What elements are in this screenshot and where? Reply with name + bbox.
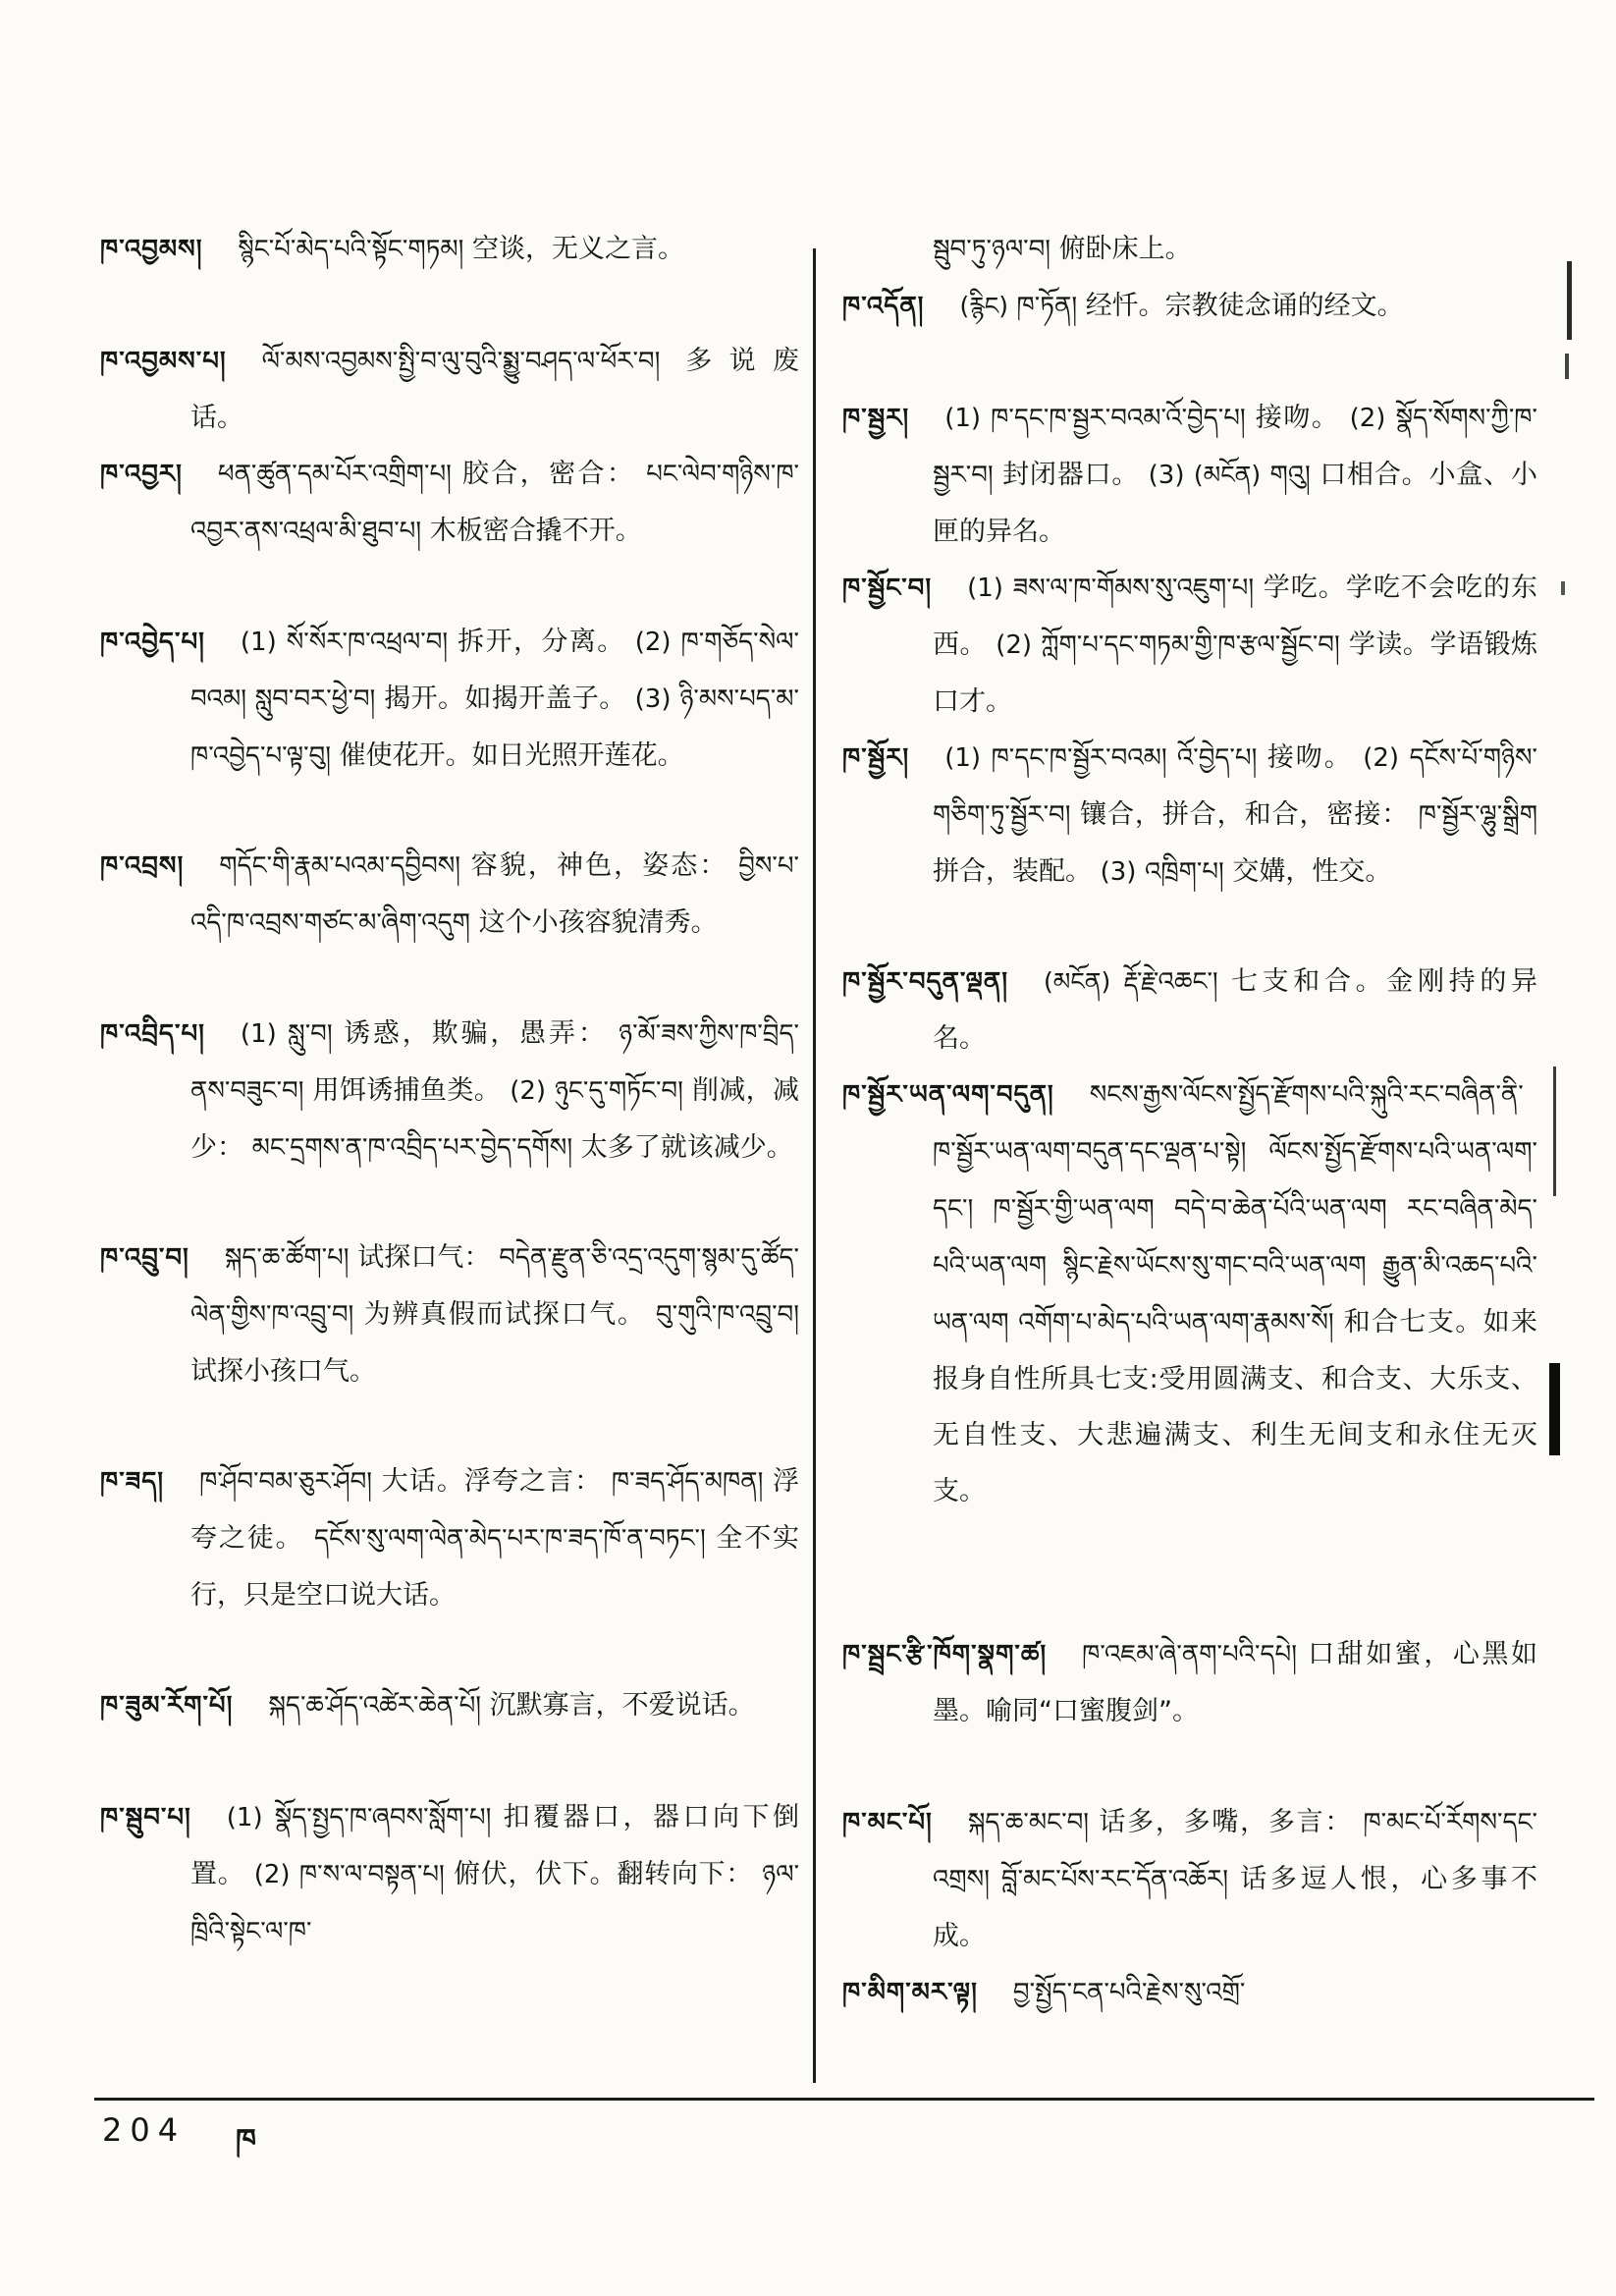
definition-chinese: 俯卧床上。 bbox=[1058, 234, 1192, 264]
entry-headword: ཁ་མིག་མར་ལྟ། bbox=[842, 1978, 978, 2007]
entry-headword: ཁ་འབྱམས། bbox=[100, 235, 203, 264]
definition-tibetan: སྐད་ཆ་མང་བ། bbox=[967, 1808, 1090, 1837]
definition-chinese: 削减，减少： bbox=[190, 1075, 799, 1163]
dictionary-entry bbox=[842, 278, 1537, 390]
entry-headword: ཁ་འདོན། bbox=[842, 292, 925, 321]
dictionary-entry bbox=[100, 614, 799, 838]
definition-chinese: 和合七支。如来报身自性所具七支:受用圆满支、和合支、大乐支、无自性支、大悲遍满支、利生无间支和永住无灭支。 bbox=[933, 1307, 1537, 1506]
definition-tibetan: ཟས་ལ་ཁ་གོམས་སུ་འཇུག་པ། bbox=[1012, 574, 1255, 603]
footer-rule bbox=[94, 2098, 1594, 2101]
definition-chinese: 大话。浮夸之言： bbox=[381, 1466, 603, 1497]
definition-chinese: 拆开，分离。 bbox=[458, 627, 625, 657]
dictionary-entry bbox=[842, 560, 1537, 730]
definition-tibetan: དངོས་སུ་ལག་ལེན་མེད་པར་ཁ་ཟད་ཁོ་ན་བཏང་། bbox=[314, 1524, 706, 1554]
definition-tibetan: ཉ་མོ་ཟས་ཀྱིས་ཁ་བྲིད་ནས་བཟུང་བ། bbox=[190, 1019, 799, 1106]
definition-tibetan: བྱ་སྤྱོད་ངན་པའི་རྗེས་སུ་འགྲོ་ bbox=[1012, 1978, 1246, 2007]
definition-chinese: 容貌，神色，姿态： bbox=[470, 850, 728, 881]
scan-edge-mark bbox=[1553, 1066, 1556, 1196]
definition-chinese: 空谈，无义之言。 bbox=[472, 234, 685, 264]
definition-chinese: 为辨真假而试探口气。 bbox=[363, 1299, 646, 1330]
sense-number: (1) bbox=[944, 743, 982, 773]
definition-tibetan: ཕན་ཚུན་དམ་པོར་འགྲིག་པ། bbox=[217, 460, 452, 489]
definition-chinese: 木板密合撬不开。 bbox=[429, 516, 642, 546]
definition-chinese: 七支和合。金刚持的异名。 bbox=[933, 966, 1537, 1054]
dictionary-entry bbox=[842, 1626, 1537, 1794]
definition-chinese: 俯伏，伏下。翻转向下： bbox=[454, 1859, 753, 1889]
dictionary-entry bbox=[842, 1066, 1537, 1626]
definition-chinese: 多说废话。 bbox=[190, 346, 799, 433]
sense-number: (1) bbox=[944, 404, 982, 433]
sense-number: (3) bbox=[1100, 857, 1137, 887]
usage-label: (མངོན) bbox=[1193, 461, 1262, 489]
definition-chinese: 揭开。如揭开盖子。 bbox=[384, 683, 626, 714]
definition-chinese: 封闭器口。 bbox=[1002, 460, 1140, 490]
definition-tibetan: དངོས་པོ་གཉིས་གཅིག་ཏུ་སྦྱོར་བ། bbox=[933, 743, 1537, 830]
entry-headword: ཁ་སྦྲང་རྩི་ཁོག་སྣག་ཚ། bbox=[842, 1640, 1048, 1669]
column-divider-rule bbox=[813, 248, 816, 2083]
entry-headword: ཁ་འབྲུ་བ། bbox=[100, 1243, 189, 1273]
left-column bbox=[100, 221, 799, 2077]
definition-tibetan: སངས་རྒྱས་ལོངས་སྤྱོད་རྫོགས་པའི་སྐུའི་རང་བཞིན་ནི་ཁ་སྦྱོར་ཡན་ལག་བདུན་དང་ལྡན་པ་སྟེ། ལོངས་སྤྱོད་རྫོགས་པའི་ཡན་ལག་དང་། ཁ་སྦྱོར་གྱི་ཡན་ལག བདེ་བ་ཆེན་པོའི་ཡན་ལག རང་བཞིན་མེད་པའི་ཡན་ལག སྙིང་རྗེས་ཡོངས་སུ་གང་བའི་ཡན་ལག རྒྱུན་མི་འཆད་པའི་ཡན་ལག འགོག་པ་མེད་པའི་ཡན་ལག་རྣམས་སོ། bbox=[933, 1080, 1537, 1338]
dictionary-entry bbox=[100, 221, 799, 333]
definition-tibetan: སླུ་བ། bbox=[288, 1019, 333, 1049]
definition-tibetan: བུ་གུའི་ཁ་འབྲུ་བ། bbox=[655, 1300, 799, 1330]
definition-tibetan: སོ་སོར་ཁ་འཕྲལ་བ། bbox=[286, 628, 449, 657]
definition-chinese: 经忏。宗教徒念诵的经文。 bbox=[1085, 291, 1404, 321]
entry-headword: ཁ་འབྲས། bbox=[100, 851, 185, 881]
entry-headword: ཁ་སྦྱོར་བདུན་ལྡན། bbox=[842, 967, 1009, 997]
definition-tibetan: འཁྲིག་པ། bbox=[1145, 857, 1224, 887]
definition-tibetan: ཁ་འཇམ་ཞེ་ནག་པའི་དཔེ། bbox=[1082, 1640, 1297, 1669]
definition-chinese: 接吻。 bbox=[1255, 403, 1340, 433]
sense-number: (1) bbox=[967, 574, 1003, 603]
usage-label: (རྙིང) bbox=[959, 292, 1008, 320]
definition-tibetan: ཁ་དང་ཁ་སྦྱོར་བའམ། འོ་བྱེད་པ། bbox=[991, 743, 1258, 773]
definition-tibetan: སྣོད་སོགས་ཀྱི་ཁ་སྦྱར་བ། bbox=[933, 404, 1537, 490]
definition-tibetan: སྐད་ཆ་ཤོད་འཚེར་ཆེན་པོ། bbox=[268, 1691, 482, 1721]
definition-chinese: 诱惑，欺骗，愚弄： bbox=[344, 1018, 608, 1049]
dictionary-entry bbox=[100, 1230, 799, 1453]
sense-number: (2) bbox=[996, 630, 1033, 660]
definition-tibetan: ཉི་མས་པད་མ་ཁ་འབྱེད་པ་ལྟ་བུ། bbox=[190, 684, 799, 771]
definition-tibetan: གདོང་གི་རྣམ་པའམ་དབྱིབས། bbox=[219, 851, 461, 881]
definition-tibetan: ཁ་སྦྱོར་ལྷུ་སྒྲིག bbox=[1418, 800, 1537, 830]
definition-tibetan: ལོ་མས་འབྱམས་སྤྱི་བ་ལུ་བུའི་སྨྱུ་བཤད་ལ་ཕོར་བ། bbox=[261, 347, 661, 376]
definition-tibetan: མང་དྲགས་ན་ཁ་འབྲིད་པར་བྱེད་དགོས། bbox=[251, 1133, 573, 1163]
definition-tibetan: ཀློག་པ་དང་གཏམ་གྱི་ཁ་རྩལ་སྦྱོང་བ། bbox=[1041, 630, 1340, 660]
entry-headword: ཁ་ཟད། bbox=[100, 1467, 165, 1497]
dictionary-entry bbox=[100, 1453, 799, 1677]
definition-chinese: 话多，多嘴，多言： bbox=[1099, 1807, 1354, 1837]
definition-tibetan: ཁ་ས་ལ་བསྟན་པ། bbox=[298, 1860, 445, 1889]
definition-tibetan: ཁ་ཤོབ་བམ་ཅུར་ཤོབ། bbox=[199, 1467, 373, 1497]
dictionary-entry bbox=[842, 1964, 1537, 2021]
definition-tibetan: སྐད་ཆ་ཚོག་པ། bbox=[224, 1243, 350, 1273]
definition-tibetan: བདེན་རྫུན་ཅི་འདྲ་འདུག་སྙམ་དུ་ཚོད་ལེན་གྱིས་ཁ་འབྲུ་བ། bbox=[190, 1243, 799, 1330]
sense-number: (3) bbox=[1148, 461, 1185, 490]
dictionary-entry bbox=[842, 954, 1537, 1066]
definition-tibetan: ཉུང་དུ་གཏོང་བ། bbox=[555, 1076, 683, 1106]
definition-tibetan: གའུ། bbox=[1269, 461, 1311, 490]
definition-tibetan: པང་ལེབ་གཉིས་ཁ་འབྱར་ནས་འཕྲལ་མི་ཐུབ་པ། bbox=[190, 460, 799, 546]
sense-number: (2) bbox=[253, 1860, 291, 1889]
entry-headword: ཁ་འབྱམས་པ། bbox=[100, 347, 227, 376]
entry-continuation bbox=[842, 221, 1537, 278]
definition-chinese: 沉默寡言，不爱说话。 bbox=[489, 1690, 755, 1721]
definition-tibetan: ཁ་དང་ཁ་སྦྱར་བའམ་འོ་བྱེད་པ། bbox=[991, 404, 1246, 433]
entry-headword: ཁ་སྦུབ་པ། bbox=[100, 1803, 191, 1832]
page-number: 204 bbox=[102, 2111, 187, 2149]
usage-label: (མངོན) bbox=[1044, 967, 1111, 996]
definition-chinese: 试探小孩口气。 bbox=[190, 1356, 376, 1387]
scan-edge-mark bbox=[1561, 581, 1565, 595]
entry-headword: ཁ་འབྱེད་པ། bbox=[100, 628, 205, 657]
scan-edge-mark bbox=[1565, 354, 1569, 379]
definition-chinese: 胶合，密合： bbox=[461, 459, 636, 489]
sense-number: (1) bbox=[240, 1019, 277, 1049]
sense-number: (1) bbox=[226, 1803, 263, 1832]
dictionary-entry bbox=[842, 390, 1537, 560]
dictionary-entry bbox=[100, 1006, 799, 1230]
dictionary-entry bbox=[100, 333, 799, 446]
sense-number: (2) bbox=[1349, 404, 1386, 433]
definition-tibetan: བྱིས་པ་འདི་ཁ་འབྲས་གཙང་མ་ཞིག་འདུག bbox=[190, 851, 799, 938]
definition-tibetan: སྙིང་པོ་མེད་པའི་སྟོང་གཏམ། bbox=[238, 235, 464, 264]
definition-tibetan: སྣོད་སྤྱད་ཁ་ཞབས་སློག་པ། bbox=[274, 1803, 492, 1832]
dictionary-entry bbox=[100, 446, 799, 614]
entry-headword: ཁ་ཟུམ་རོག་པོ། bbox=[100, 1691, 234, 1721]
definition-chinese: 接吻。 bbox=[1266, 742, 1353, 773]
definition-chinese: 口相合。小盒、小匣的异名。 bbox=[933, 460, 1537, 547]
entry-headword: ཁ་འབྱར། bbox=[100, 460, 183, 489]
sense-number: (3) bbox=[634, 684, 672, 714]
definition-chinese: 这个小孩容貌清秀。 bbox=[478, 907, 718, 938]
definition-chinese: 镶合，拼合，和合，密接： bbox=[1080, 799, 1410, 830]
definition-chinese: 太多了就该减少。 bbox=[580, 1132, 793, 1163]
definition-tibetan: རྡོ་རྗེ་འཆང་། bbox=[1123, 967, 1218, 997]
dictionary-entry bbox=[100, 1789, 799, 2013]
sense-number: (1) bbox=[240, 628, 277, 657]
section-letter-kha: ཁ bbox=[236, 2123, 256, 2158]
definition-chinese: 学吃。学吃不会吃的东西。 bbox=[933, 573, 1537, 660]
definition-tibetan: སྦུབ་ཏུ་ཉལ་བ། bbox=[933, 235, 1051, 264]
definition-chinese: 全不实行，只是空口说大话。 bbox=[190, 1523, 799, 1611]
dictionary-entry bbox=[100, 838, 799, 1006]
entry-headword: ཁ་འབྲིད་པ། bbox=[100, 1019, 205, 1049]
definition-tibetan: ཁ་ཏོན། bbox=[1016, 292, 1078, 321]
entry-headword: ཁ་སྦྱོང་བ། bbox=[842, 574, 933, 603]
entry-headword: ཁ་མང་པོ། bbox=[842, 1808, 933, 1837]
right-column bbox=[842, 221, 1537, 2077]
definition-tibetan: ཁ་ཟད་ཤོད་མཁན། bbox=[611, 1467, 764, 1497]
definition-chinese: 话多逗人恨，心多事不成。 bbox=[933, 1864, 1537, 1951]
scan-edge-bar bbox=[1549, 1363, 1560, 1455]
entry-headword: ཁ་སྦྱོར་ཡན་ལག་བདུན། bbox=[842, 1080, 1054, 1110]
definition-tibetan: ཁ་གཅོད་སེལ་བའམ། སླུབ་བར་ཕྱེ་བ། bbox=[190, 628, 799, 714]
definition-chinese: 浮夸之徒。 bbox=[190, 1466, 799, 1554]
definition-tibetan: ཉལ་ཁྲིའི་སྟེང་ལ་ཁ་ bbox=[190, 1860, 799, 1946]
definition-chinese: 催使花开。如日光照开莲花。 bbox=[339, 740, 684, 771]
dictionary-entry bbox=[842, 1794, 1537, 1964]
dictionary-entry bbox=[842, 730, 1537, 954]
sense-number: (2) bbox=[510, 1076, 547, 1106]
definition-chinese: 交媾，性交。 bbox=[1232, 856, 1392, 887]
entry-headword: ཁ་སྦྱོར། bbox=[842, 743, 910, 773]
definition-chinese: 扣覆器口，器口向下倒置。 bbox=[190, 1802, 799, 1889]
definition-chinese: 口甜如蜜，心黑如墨。喻同“口蜜腹剑”。 bbox=[933, 1639, 1537, 1726]
definition-chinese: 试探口气： bbox=[357, 1242, 491, 1273]
entry-headword: ཁ་སྦྱར། bbox=[842, 404, 910, 433]
definition-chinese: 用饵诱捕鱼类。 bbox=[312, 1075, 502, 1106]
sense-number: (2) bbox=[1363, 743, 1400, 773]
scan-edge-mark bbox=[1567, 261, 1572, 340]
definition-chinese: 拼合，装配。 bbox=[933, 856, 1092, 887]
definition-chinese: 学读。学语锻炼口才。 bbox=[933, 629, 1537, 717]
dictionary-entry bbox=[100, 1677, 799, 1789]
sense-number: (2) bbox=[634, 628, 672, 657]
definition-tibetan: ཁ་མང་པོ་རོགས་དང་འགྲས། བློ་མང་པོས་རང་དོན་འཆོར། bbox=[933, 1808, 1537, 1894]
